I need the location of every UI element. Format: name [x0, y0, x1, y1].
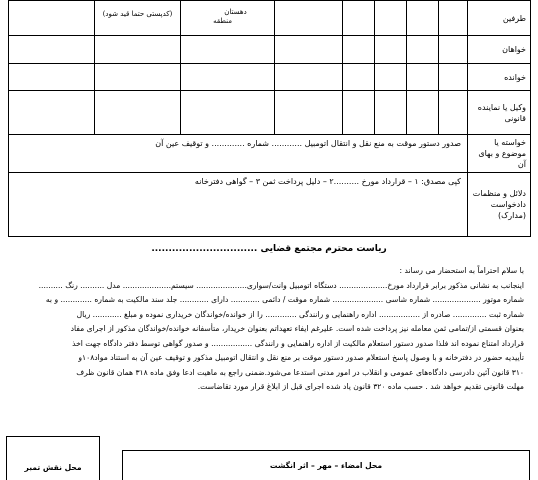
row-attorney	[9, 91, 531, 135]
label-defendant: خوانده	[468, 64, 531, 91]
defendant-cell-3[interactable]	[181, 64, 275, 91]
petition-form-table	[8, 0, 531, 237]
letter-line: شماره موتور .................... شماره شاسی ..................... شماره موقت / دائمی ............ دارای ............ جلد سند مالکیت به شماره ............. و به	[45, 295, 524, 304]
plaintiff-cell-4[interactable]	[275, 36, 343, 64]
signature-label: محل امضاء – مهر – اثر انگشت	[269, 461, 383, 470]
plaintiff-cell-6[interactable]	[375, 36, 407, 64]
postcode-note: (کدپستی حتما قید شود)	[102, 9, 173, 18]
defendant-cell-6[interactable]	[375, 64, 407, 91]
defendant-cell-2[interactable]	[95, 64, 181, 91]
evidence-text[interactable]: کپی مصدق: ۱ – قرارداد مورخ ..........۲ – دلیل پرداخت ثمن ۳ – گواهی دفترخانه	[9, 173, 468, 237]
plaintiff-cell-5[interactable]	[343, 36, 375, 64]
label-plaintiff: خواهان	[468, 36, 531, 64]
parties-cell-7[interactable]	[407, 1, 439, 36]
row-parties	[9, 1, 531, 36]
claim-text[interactable]: صدور دستور موقت به منع نقل و انتقال اتومبیل ............ شماره ............. و توقیف عین آن	[9, 135, 468, 173]
parties-address-cell[interactable]	[9, 1, 95, 36]
parties-cell-8[interactable]	[439, 1, 468, 36]
label-parties: طرفین	[468, 1, 531, 36]
defendant-cell-4[interactable]	[275, 64, 343, 91]
letter-line: بعنوان قسمتی از/تمامی ثمن معامله نیز پرداخت شده است. علیرغم ایفاء تعهداتم بعنوان خریدار، متأسفانه خوانده/خواندگان مذکور از اجرای مفاد	[70, 324, 524, 333]
row-defendant	[9, 64, 531, 91]
letter-line: شماره ثبت .............. صادره از ................. اداره راهنمایی و رانندگی ............. را از خوانده/خواندگان خریداری نموده و مبلغ ............ ریال	[76, 309, 524, 319]
row-evidence	[9, 173, 531, 237]
letter-title: ریاست محترم مجتمع قضایی ...............................	[151, 244, 387, 254]
plaintiff-cell-8[interactable]	[439, 36, 468, 64]
stamp-label: محل نقش تمبر	[24, 463, 82, 472]
parties-cell-6[interactable]	[375, 1, 407, 36]
letter-line: قرارداد امتناع نموده اند فلذا صدور دستور استعلام مالکیت از اداره راهنمایی و رانندگی ................. و صدور گواهی توسط دفتر دادگاه جهت اخذ	[72, 338, 524, 348]
letter-line: ۳۱۰ قانون آئین دادرسی دادگاه‌های عمومی و انقلاب در امور مدنی استدعا می‌شود.ضمنی راجع به ماهیت ادعا وفق ماده ۳۱۸ همان قانون ظرف	[76, 367, 524, 377]
plaintiff-cell-7[interactable]	[407, 36, 439, 64]
plaintiff-cell-1[interactable]	[9, 36, 95, 64]
label-claim: خواسته یا موضوع و بهای آن	[468, 135, 531, 173]
attorney-cell-7[interactable]	[407, 91, 439, 135]
region-label: منطقه	[213, 17, 232, 25]
plaintiff-cell-2[interactable]	[95, 36, 181, 64]
parties-cell-4[interactable]	[275, 1, 343, 36]
plaintiff-cell-3[interactable]	[181, 36, 275, 64]
signature-area[interactable]	[122, 450, 530, 480]
defendant-cell-8[interactable]	[439, 64, 468, 91]
attorney-cell-2[interactable]	[95, 91, 181, 135]
parties-district-cell[interactable]	[181, 1, 275, 36]
stamp-area	[6, 436, 100, 480]
letter-body	[14, 264, 524, 395]
district-label: دهستان	[224, 8, 247, 16]
defendant-cell-1[interactable]	[9, 64, 95, 91]
parties-postcode-cell[interactable]	[95, 1, 181, 36]
row-claim	[9, 135, 531, 173]
attorney-cell-6[interactable]	[375, 91, 407, 135]
attorney-cell-4[interactable]	[275, 91, 343, 135]
parties-cell-5[interactable]	[343, 1, 375, 36]
attorney-cell-5[interactable]	[343, 91, 375, 135]
letter-line: تأییدیه حضور در دفترخانه و با وصول پاسخ استعلام صدور دستور موقت بر منع نقل و انتقال اتومبیل مذکور و توقیف عین آن به استناد مواد۱۰۸و	[78, 353, 524, 362]
letter-line: مهلت قانونی تقدیم خواهد شد . حسب ماده ۳۲۰ قانون یاد شده اجرای قبل از ابلاغ قرار مورد تقاضاست.	[197, 382, 524, 391]
attorney-cell-3[interactable]	[181, 91, 275, 135]
letter-line: با سلام احتراماً به استحضار می رساند :	[399, 266, 524, 275]
attorney-cell-1[interactable]	[9, 91, 95, 135]
defendant-cell-7[interactable]	[407, 64, 439, 91]
label-attorney: وکیل یا نماینده قانونی	[468, 91, 531, 135]
defendant-cell-5[interactable]	[343, 64, 375, 91]
label-evidence: دلائل و منظمات دادخواست (مدارک)	[468, 173, 531, 237]
row-plaintiff	[9, 36, 531, 64]
letter-line: اینجانب به نشانی مذکور برابر قرارداد مورخ.................... دستگاه اتومبیل وانت/سواری..................... سیستم.................... مدل .......... رنگ ..........	[38, 280, 524, 290]
attorney-cell-8[interactable]	[439, 91, 468, 135]
